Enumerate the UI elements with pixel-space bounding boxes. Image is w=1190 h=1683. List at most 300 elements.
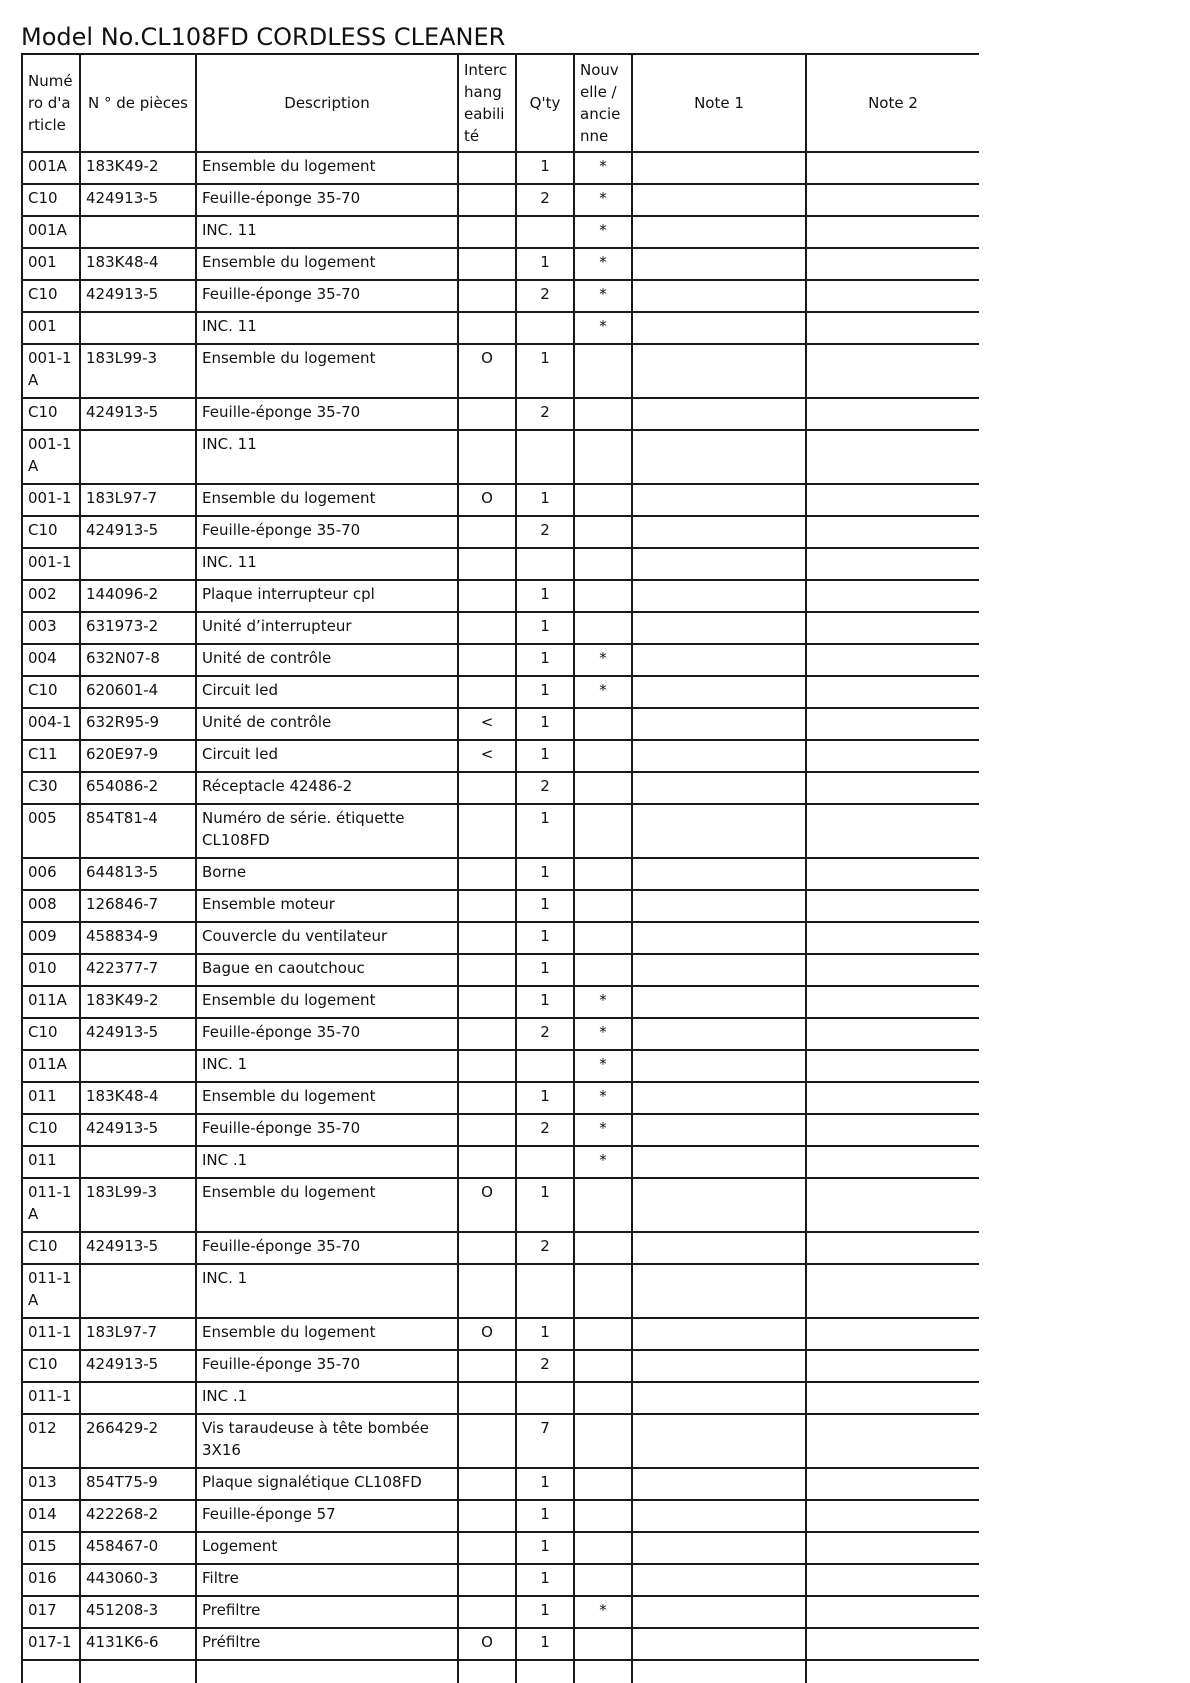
cell-note-1 — [632, 280, 806, 312]
cell-qty: 1 — [516, 1468, 574, 1500]
cell-new-old — [574, 1350, 632, 1382]
cell-new-old — [574, 612, 632, 644]
table-row — [22, 804, 979, 858]
cell-new-old — [574, 1660, 632, 1683]
cell-interchangeability — [458, 1468, 516, 1500]
cell-item-no: C10 — [22, 1232, 80, 1264]
cell-part-no: 620E97-9 — [80, 740, 196, 772]
cell-description: Ensemble du logement — [196, 484, 458, 516]
cell-qty: 1 — [516, 1500, 574, 1532]
cell-note-1 — [632, 248, 806, 280]
cell-new-old: * — [574, 248, 632, 280]
cell-interchangeability: O — [458, 344, 516, 398]
cell-item-no: C10 — [22, 676, 80, 708]
table-row — [22, 548, 979, 580]
cell-item-no: 001A — [22, 216, 80, 248]
table-row — [22, 858, 979, 890]
cell-interchangeability — [458, 398, 516, 430]
cell-note-2 — [806, 1018, 979, 1050]
table-row — [22, 954, 979, 986]
cell-item-no: 001 — [22, 312, 80, 344]
cell-note-2 — [806, 1532, 979, 1564]
cell-part-no — [80, 1264, 196, 1318]
cell-new-old: * — [574, 1018, 632, 1050]
cell-note-1 — [632, 344, 806, 398]
cell-item-no: 010 — [22, 954, 80, 986]
cell-part-no: 424913-5 — [80, 1232, 196, 1264]
cell-note-1 — [632, 1532, 806, 1564]
cell-note-1 — [632, 1628, 806, 1660]
cell-description: INC. 1 — [196, 1264, 458, 1318]
cell-note-2 — [806, 1350, 979, 1382]
cell-new-old: * — [574, 216, 632, 248]
cell-part-no: 458834-9 — [80, 922, 196, 954]
cell-new-old: * — [574, 986, 632, 1018]
cell-part-no: 183K49-2 — [80, 152, 196, 184]
table-row — [22, 248, 979, 280]
cell-note-2 — [806, 1596, 979, 1628]
cell-item-no: C10 — [22, 1350, 80, 1382]
table-row — [22, 1318, 979, 1350]
cell-part-no: 424913-5 — [80, 280, 196, 312]
cell-qty: 1 — [516, 922, 574, 954]
cell-interchangeability — [458, 1018, 516, 1050]
cell-note-2 — [806, 1500, 979, 1532]
cell-qty: 1 — [516, 484, 574, 516]
cell-interchangeability — [458, 1264, 516, 1318]
cell-description: Vis taraudeuse à tête bombée 3X16 — [196, 1414, 458, 1468]
cell-qty: 1 — [516, 344, 574, 398]
cell-note-2 — [806, 548, 979, 580]
table-row — [22, 1660, 979, 1683]
table-header-row — [22, 54, 979, 152]
cell-new-old: * — [574, 644, 632, 676]
cell-qty: 1 — [516, 890, 574, 922]
cell-part-no: 422377-7 — [80, 954, 196, 986]
cell-description: Préfiltre — [196, 1628, 458, 1660]
cell-new-old — [574, 1232, 632, 1264]
cell-new-old — [574, 740, 632, 772]
cell-item-no — [22, 1660, 80, 1683]
cell-note-2 — [806, 280, 979, 312]
cell-item-no: 011A — [22, 1050, 80, 1082]
cell-qty: 1 — [516, 1596, 574, 1628]
cell-item-no: C10 — [22, 1018, 80, 1050]
cell-qty: 1 — [516, 954, 574, 986]
cell-description: Ensemble du logement — [196, 1178, 458, 1232]
cell-part-no: 644813-5 — [80, 858, 196, 890]
table-row — [22, 1018, 979, 1050]
cell-item-no: 006 — [22, 858, 80, 890]
cell-part-no: 183L99-3 — [80, 344, 196, 398]
cell-description: Feuille-éponge 57 — [196, 1500, 458, 1532]
cell-note-1 — [632, 922, 806, 954]
cell-description: Ensemble du logement — [196, 986, 458, 1018]
cell-part-no: 183L97-7 — [80, 1318, 196, 1350]
cell-new-old — [574, 548, 632, 580]
cell-note-2 — [806, 398, 979, 430]
cell-item-no: 011 — [22, 1146, 80, 1178]
cell-note-2 — [806, 1114, 979, 1146]
cell-description: Circuit led — [196, 740, 458, 772]
cell-interchangeability — [458, 986, 516, 1018]
cell-item-no: 009 — [22, 922, 80, 954]
cell-note-1 — [632, 398, 806, 430]
cell-note-1 — [632, 1318, 806, 1350]
cell-item-no: 008 — [22, 890, 80, 922]
cell-description: Circuit led — [196, 676, 458, 708]
cell-note-1 — [632, 986, 806, 1018]
cell-interchangeability — [458, 1232, 516, 1264]
cell-note-2 — [806, 1468, 979, 1500]
cell-qty: 2 — [516, 1232, 574, 1264]
cell-note-2 — [806, 772, 979, 804]
cell-description: Feuille-éponge 35-70 — [196, 516, 458, 548]
cell-interchangeability — [458, 516, 516, 548]
cell-interchangeability — [458, 1114, 516, 1146]
cell-new-old — [574, 1564, 632, 1596]
cell-note-2 — [806, 1050, 979, 1082]
cell-note-1 — [632, 1178, 806, 1232]
cell-note-2 — [806, 1178, 979, 1232]
cell-description: Feuille-éponge 35-70 — [196, 1350, 458, 1382]
cell-part-no: 266429-2 — [80, 1414, 196, 1468]
cell-note-1 — [632, 1564, 806, 1596]
table-row — [22, 344, 979, 398]
cell-item-no: 011-1A — [22, 1178, 80, 1232]
cell-new-old: * — [574, 1082, 632, 1114]
cell-description: INC. 11 — [196, 548, 458, 580]
table-row — [22, 216, 979, 248]
cell-note-2 — [806, 858, 979, 890]
cell-part-no: 632R95-9 — [80, 708, 196, 740]
cell-qty — [516, 1382, 574, 1414]
cell-new-old — [574, 1532, 632, 1564]
cell-description: Feuille-éponge 35-70 — [196, 1018, 458, 1050]
cell-qty: 2 — [516, 516, 574, 548]
cell-part-no: 654086-2 — [80, 772, 196, 804]
cell-description: INC. 11 — [196, 216, 458, 248]
cell-note-1 — [632, 1382, 806, 1414]
cell-description: INC. 11 — [196, 430, 458, 484]
cell-description: Filtre — [196, 1564, 458, 1596]
cell-interchangeability — [458, 1532, 516, 1564]
cell-part-no: 183L97-7 — [80, 484, 196, 516]
cell-description: Feuille-éponge 35-70 — [196, 280, 458, 312]
cell-interchangeability — [458, 548, 516, 580]
cell-interchangeability: O — [458, 1318, 516, 1350]
cell-new-old — [574, 344, 632, 398]
cell-new-old: * — [574, 676, 632, 708]
cell-description — [196, 1660, 458, 1683]
cell-new-old — [574, 1414, 632, 1468]
cell-note-2 — [806, 1146, 979, 1178]
cell-interchangeability — [458, 644, 516, 676]
cell-description: Ensemble du logement — [196, 1318, 458, 1350]
cell-interchangeability — [458, 1350, 516, 1382]
cell-part-no: 424913-5 — [80, 398, 196, 430]
cell-item-no: C11 — [22, 740, 80, 772]
cell-part-no: 183K48-4 — [80, 1082, 196, 1114]
cell-qty — [516, 1660, 574, 1683]
cell-description: Prefiltre — [196, 1596, 458, 1628]
cell-qty: 1 — [516, 1318, 574, 1350]
cell-description: Borne — [196, 858, 458, 890]
cell-part-no: 631973-2 — [80, 612, 196, 644]
cell-item-no: C10 — [22, 280, 80, 312]
header-qty: Q'ty — [516, 54, 574, 152]
cell-note-2 — [806, 312, 979, 344]
cell-item-no: 004-1 — [22, 708, 80, 740]
cell-part-no: 424913-5 — [80, 1018, 196, 1050]
header-new-old: Nouvelle / ancienne — [574, 54, 632, 152]
table-row — [22, 516, 979, 548]
cell-qty: 1 — [516, 1628, 574, 1660]
cell-note-1 — [632, 1082, 806, 1114]
cell-interchangeability — [458, 152, 516, 184]
cell-interchangeability: O — [458, 1178, 516, 1232]
cell-item-no: 017 — [22, 1596, 80, 1628]
cell-note-1 — [632, 1596, 806, 1628]
cell-note-2 — [806, 708, 979, 740]
cell-part-no — [80, 1382, 196, 1414]
cell-interchangeability — [458, 1414, 516, 1468]
table-row — [22, 484, 979, 516]
cell-item-no: 002 — [22, 580, 80, 612]
cell-qty — [516, 430, 574, 484]
cell-new-old — [574, 922, 632, 954]
cell-note-2 — [806, 804, 979, 858]
table-row — [22, 772, 979, 804]
cell-note-2 — [806, 1660, 979, 1683]
cell-note-2 — [806, 484, 979, 516]
cell-note-2 — [806, 986, 979, 1018]
cell-note-1 — [632, 772, 806, 804]
table-row — [22, 580, 979, 612]
table-row — [22, 740, 979, 772]
cell-item-no: 001-1 — [22, 548, 80, 580]
table-row — [22, 1500, 979, 1532]
cell-part-no: 183K49-2 — [80, 986, 196, 1018]
cell-note-1 — [632, 858, 806, 890]
cell-note-2 — [806, 676, 979, 708]
cell-description: Ensemble moteur — [196, 890, 458, 922]
cell-note-1 — [632, 612, 806, 644]
cell-part-no: 424913-5 — [80, 516, 196, 548]
table-row — [22, 612, 979, 644]
cell-qty: 2 — [516, 772, 574, 804]
cell-interchangeability — [458, 804, 516, 858]
cell-note-1 — [632, 954, 806, 986]
cell-note-1 — [632, 1232, 806, 1264]
cell-part-no: 632N07-8 — [80, 644, 196, 676]
cell-qty: 2 — [516, 398, 574, 430]
cell-note-1 — [632, 1114, 806, 1146]
cell-qty: 1 — [516, 152, 574, 184]
cell-new-old — [574, 858, 632, 890]
cell-qty: 1 — [516, 644, 574, 676]
cell-interchangeability — [458, 430, 516, 484]
table-row — [22, 708, 979, 740]
cell-new-old — [574, 1468, 632, 1500]
cell-part-no — [80, 216, 196, 248]
cell-item-no: 015 — [22, 1532, 80, 1564]
cell-description: Unité de contrôle — [196, 644, 458, 676]
cell-note-1 — [632, 1468, 806, 1500]
cell-description: Plaque interrupteur cpl — [196, 580, 458, 612]
cell-interchangeability — [458, 280, 516, 312]
cell-item-no: 001A — [22, 152, 80, 184]
cell-note-2 — [806, 954, 979, 986]
cell-new-old — [574, 1318, 632, 1350]
cell-interchangeability — [458, 890, 516, 922]
cell-description: Bague en caoutchouc — [196, 954, 458, 986]
cell-description: Ensemble du logement — [196, 344, 458, 398]
table-row — [22, 922, 979, 954]
cell-part-no: 854T75-9 — [80, 1468, 196, 1500]
cell-description: Plaque signalétique CL108FD — [196, 1468, 458, 1500]
cell-note-2 — [806, 184, 979, 216]
table-row — [22, 986, 979, 1018]
table-row — [22, 890, 979, 922]
cell-qty: 2 — [516, 184, 574, 216]
cell-new-old — [574, 708, 632, 740]
cell-note-1 — [632, 430, 806, 484]
table-row — [22, 280, 979, 312]
table-row — [22, 1468, 979, 1500]
cell-note-1 — [632, 740, 806, 772]
cell-part-no: 424913-5 — [80, 1350, 196, 1382]
cell-note-2 — [806, 1082, 979, 1114]
cell-note-2 — [806, 1414, 979, 1468]
cell-item-no: 004 — [22, 644, 80, 676]
table-row — [22, 1414, 979, 1468]
cell-qty: 1 — [516, 708, 574, 740]
cell-interchangeability — [458, 1500, 516, 1532]
cell-note-2 — [806, 890, 979, 922]
cell-note-1 — [632, 1050, 806, 1082]
cell-part-no: 422268-2 — [80, 1500, 196, 1532]
cell-part-no: 458467-0 — [80, 1532, 196, 1564]
table-row — [22, 312, 979, 344]
cell-description: Couvercle du ventilateur — [196, 922, 458, 954]
cell-part-no: 443060-3 — [80, 1564, 196, 1596]
cell-new-old: * — [574, 1596, 632, 1628]
cell-part-no — [80, 312, 196, 344]
cell-item-no: 014 — [22, 1500, 80, 1532]
cell-note-1 — [632, 1414, 806, 1468]
cell-interchangeability — [458, 1050, 516, 1082]
cell-interchangeability — [458, 858, 516, 890]
cell-note-1 — [632, 548, 806, 580]
cell-qty: 1 — [516, 804, 574, 858]
table-row — [22, 644, 979, 676]
cell-note-1 — [632, 580, 806, 612]
header-part-no: N ° de pièces — [80, 54, 196, 152]
cell-new-old: * — [574, 152, 632, 184]
cell-note-2 — [806, 1264, 979, 1318]
cell-qty: 1 — [516, 986, 574, 1018]
table-row — [22, 1382, 979, 1414]
cell-qty: 1 — [516, 612, 574, 644]
cell-part-no: 854T81-4 — [80, 804, 196, 858]
cell-note-1 — [632, 890, 806, 922]
cell-part-no — [80, 548, 196, 580]
cell-qty: 1 — [516, 1082, 574, 1114]
table-row — [22, 398, 979, 430]
cell-interchangeability — [458, 922, 516, 954]
cell-new-old: * — [574, 1146, 632, 1178]
cell-interchangeability — [458, 1564, 516, 1596]
table-row — [22, 1232, 979, 1264]
cell-qty: 2 — [516, 1114, 574, 1146]
cell-new-old — [574, 1178, 632, 1232]
cell-note-1 — [632, 1660, 806, 1683]
cell-part-no — [80, 1660, 196, 1683]
cell-note-1 — [632, 484, 806, 516]
cell-item-no: 001-1 — [22, 484, 80, 516]
cell-qty: 7 — [516, 1414, 574, 1468]
cell-qty: 1 — [516, 858, 574, 890]
cell-qty — [516, 1050, 574, 1082]
cell-part-no: 144096-2 — [80, 580, 196, 612]
cell-new-old: * — [574, 312, 632, 344]
cell-description: Réceptacle 42486-2 — [196, 772, 458, 804]
table-row — [22, 1532, 979, 1564]
cell-item-no: 011A — [22, 986, 80, 1018]
cell-part-no: 620601-4 — [80, 676, 196, 708]
cell-item-no: 005 — [22, 804, 80, 858]
cell-item-no: 011-1A — [22, 1264, 80, 1318]
cell-note-2 — [806, 922, 979, 954]
cell-interchangeability — [458, 612, 516, 644]
cell-part-no: 183L99-3 — [80, 1178, 196, 1232]
cell-note-1 — [632, 708, 806, 740]
table-row — [22, 1178, 979, 1232]
table-body — [22, 152, 979, 1683]
cell-note-1 — [632, 216, 806, 248]
cell-interchangeability: < — [458, 740, 516, 772]
cell-item-no: 011-1 — [22, 1318, 80, 1350]
cell-note-2 — [806, 644, 979, 676]
cell-item-no: 011-1 — [22, 1382, 80, 1414]
cell-interchangeability — [458, 312, 516, 344]
cell-new-old — [574, 1500, 632, 1532]
header-item-no: Numéro d'article — [22, 54, 80, 152]
cell-note-2 — [806, 1232, 979, 1264]
cell-description: Unité d’interrupteur — [196, 612, 458, 644]
cell-new-old — [574, 772, 632, 804]
cell-qty — [516, 548, 574, 580]
cell-part-no: 451208-3 — [80, 1596, 196, 1628]
cell-new-old: * — [574, 1114, 632, 1146]
cell-description: Ensemble du logement — [196, 1082, 458, 1114]
cell-item-no: 001-1A — [22, 430, 80, 484]
cell-item-no: 017-1 — [22, 1628, 80, 1660]
cell-note-2 — [806, 740, 979, 772]
cell-item-no: 012 — [22, 1414, 80, 1468]
cell-description: INC .1 — [196, 1382, 458, 1414]
cell-item-no: 003 — [22, 612, 80, 644]
cell-new-old — [574, 1264, 632, 1318]
cell-note-2 — [806, 580, 979, 612]
cell-note-1 — [632, 152, 806, 184]
cell-item-no: 016 — [22, 1564, 80, 1596]
cell-qty: 1 — [516, 740, 574, 772]
parts-table — [21, 53, 979, 1683]
cell-interchangeability — [458, 954, 516, 986]
cell-note-1 — [632, 516, 806, 548]
